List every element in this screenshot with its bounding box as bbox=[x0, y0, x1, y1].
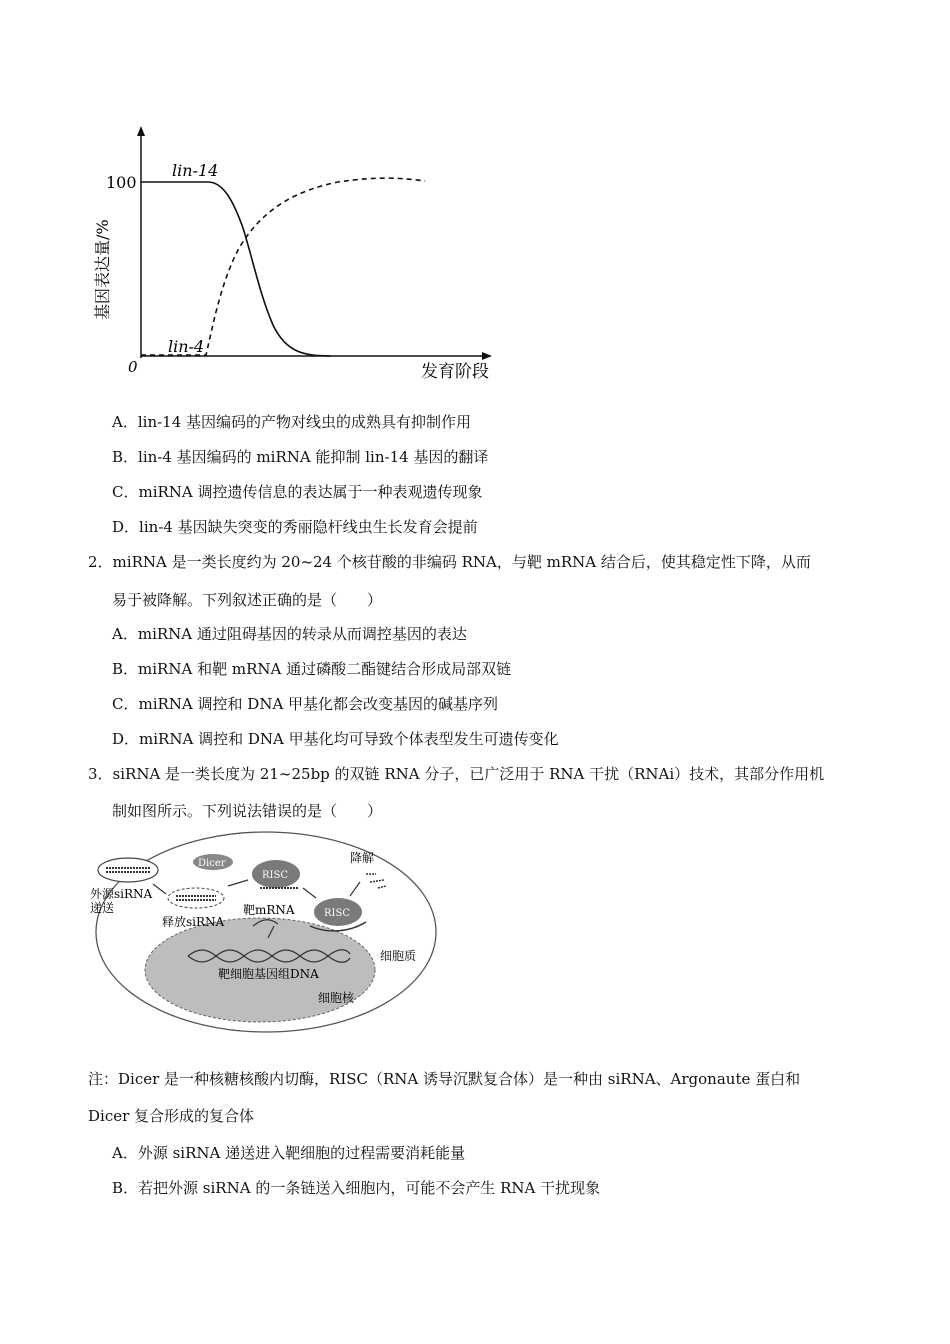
risc-label-1: RISC bbox=[262, 870, 288, 881]
question-text: siRNA 是一类长度为 21~25bp 的双链 RNA 分子，已广泛用于 RNA 干扰（RNAi）技术，其部分作用机 bbox=[112, 765, 825, 783]
question-text: miRNA 是一类长度约为 20~24 个核苷酸的非编码 RNA，与靶 mRNA 结合后，使其稳定性下降，从而 bbox=[112, 553, 811, 571]
option-label: B． bbox=[112, 660, 139, 678]
option-text: miRNA 调控和 DNA 甲基化都会改变基因的碱基序列 bbox=[138, 695, 499, 713]
q3-option-a bbox=[112, 1143, 465, 1163]
option-label: A． bbox=[112, 413, 138, 431]
option-label: A． bbox=[112, 625, 138, 643]
release-sirna-label: 释放siRNA bbox=[162, 915, 225, 929]
option-text: lin-14 基因编码的产物对线虫的成熟具有抑制作用 bbox=[137, 413, 472, 431]
q2-option-d bbox=[112, 729, 559, 749]
expression-chart bbox=[88, 120, 518, 390]
released-sirna-vesicle bbox=[168, 888, 224, 908]
q2-stem-line1 bbox=[88, 552, 811, 572]
series-lin4-label: lin-4 bbox=[168, 337, 205, 356]
option-text: miRNA 调控和 DNA 甲基化均可导致个体表型发生可遗传变化 bbox=[139, 730, 559, 748]
option-label: D． bbox=[112, 518, 140, 536]
exo-sirna-vesicle bbox=[98, 858, 158, 882]
cytoplasm-label: 细胞质 bbox=[380, 949, 417, 963]
note-line2: Dicer 复合形成的复合体 bbox=[88, 1107, 255, 1125]
q3-stem-line2: 制如图所示。下列说法错误的是（ ） bbox=[112, 802, 383, 820]
option-label: D． bbox=[112, 730, 140, 748]
q2-option-b bbox=[112, 659, 511, 679]
dicer-label: Dicer bbox=[198, 858, 226, 869]
q1-option-b bbox=[112, 447, 488, 467]
option-text: 外源 siRNA 递送进入靶细胞的过程需要消耗能量 bbox=[137, 1144, 466, 1162]
degrade-label: 降解 bbox=[350, 851, 375, 865]
y-axis-arrow bbox=[137, 126, 145, 136]
option-label: B． bbox=[112, 448, 139, 466]
q2-option-a bbox=[112, 624, 467, 644]
question-number: 2． bbox=[88, 553, 113, 571]
y-axis-label: 基因表达量/% bbox=[93, 219, 112, 320]
option-text: lin-4 基因编码的 miRNA 能抑制 lin-14 基因的翻译 bbox=[138, 448, 489, 466]
q1-option-c bbox=[112, 482, 483, 502]
origin-label: 0 bbox=[128, 358, 138, 376]
option-text: miRNA 通过阻碍基因的转录从而调控基因的表达 bbox=[137, 625, 467, 643]
q2-option-c bbox=[112, 694, 498, 714]
q1-option-d bbox=[112, 517, 478, 537]
option-label: C． bbox=[112, 695, 139, 713]
option-text: 若把外源 siRNA 的一条链送入细胞内，可能不会产生 RNA 干扰现象 bbox=[138, 1179, 601, 1197]
option-label: A． bbox=[112, 1144, 138, 1162]
option-text: miRNA 调控遗传信息的表达属于一种表观遗传现象 bbox=[138, 483, 483, 501]
note-line1: 注：Dicer 是一种核糖核酸内切酶，RISC（RNA 诱导沉默复合体）是一种由 siRNA、Argonaute 蛋白和 bbox=[88, 1070, 801, 1088]
x-axis-arrow bbox=[482, 352, 492, 360]
option-text: miRNA 和靶 mRNA 通过磷酸二酯键结合形成局部双链 bbox=[138, 660, 512, 678]
target-mrna-label: 靶mRNA bbox=[243, 903, 295, 917]
q3-option-b bbox=[112, 1178, 600, 1198]
q1-option-a bbox=[112, 412, 471, 432]
y-tick-100: 100 bbox=[106, 173, 137, 192]
q3-stem-line1 bbox=[88, 764, 824, 784]
option-label: C． bbox=[112, 483, 139, 501]
question-number: 3． bbox=[88, 765, 113, 783]
nucleus-label: 细胞核 bbox=[318, 991, 355, 1005]
option-label: B． bbox=[112, 1179, 139, 1197]
risc-label-2: RISC bbox=[324, 908, 350, 919]
series-lin14-line bbox=[141, 182, 331, 356]
exo-sirna-label-2: 递送 bbox=[90, 901, 115, 915]
q2-stem-line2: 易于被降解。下列叙述正确的是（ ） bbox=[112, 591, 383, 609]
rnai-diagram bbox=[88, 826, 448, 1041]
series-lin4-line bbox=[141, 178, 425, 355]
genome-dna-label: 靶细胞基因组DNA bbox=[218, 967, 319, 981]
series-lin14-label: lin-14 bbox=[172, 161, 219, 180]
exo-sirna-label: 外源siRNA bbox=[90, 887, 153, 901]
x-axis-label: 发育阶段 bbox=[421, 362, 489, 382]
option-text: lin-4 基因缺失突变的秀丽隐杆线虫生长发育会提前 bbox=[139, 518, 478, 536]
